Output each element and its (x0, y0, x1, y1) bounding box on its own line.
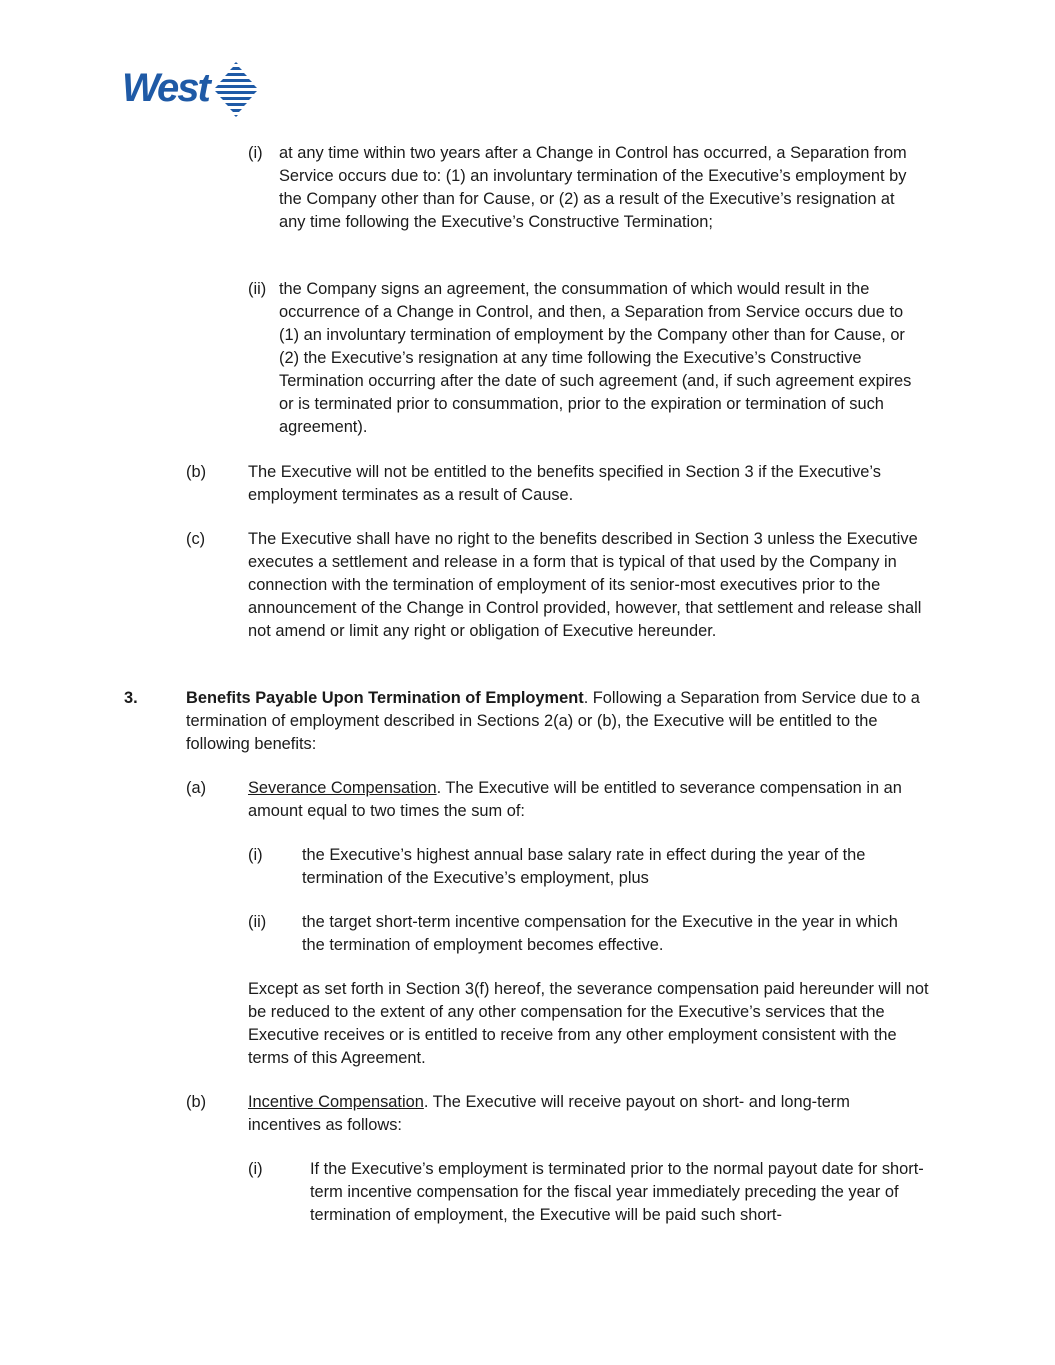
clause-2c-text: The Executive shall have no right to the benefits described in Section 3 unless the Executive executes a settlement and release in a form that is typical of that used by the Company in connection with the termination of employment of its senior-most executives prior to the announcement of the Change in Control provided, however, that settlement and release shall not amend or limit any right or obligation of Executive hereunder. (248, 530, 922, 640)
clause-3a-text: . The Executive will be entitled to severance compensation in an amount equal to two times the sum of: (248, 779, 902, 820)
clause-2a-ii-text: the Company signs an agreement, the consummation of which would result in the occurrence of a Change in Control, and then, a Separation from Service occurs due to (1) an involuntary termination of employment by the Company other than for Cause, or (2) the Executive’s resignation at any time following the Executive’s Constructive Termination occurring after the date of such agreement (and, if such agreement expires or is terminated prior to consummation, prior to the expiration or termination of such agreement). (279, 280, 912, 436)
clause-3a-ii-label: (ii) (248, 913, 267, 931)
clause-2b-text: The Executive will not be entitled to the benefits specified in Section 3 if the Executive’s employment terminates as a result of Cause. (248, 463, 881, 504)
section-3-paragraph (186, 687, 921, 756)
section-3-text: . Following a Separation from Service due to a termination of employment described in Sections 2(a) or (b), the Executive will be entitled to the following benefits: (186, 689, 920, 753)
clause-3b-paragraph (248, 1091, 908, 1137)
clause-3a-i-text: the Executive’s highest annual base salary rate in effect during the year of the termination of the Executive’s employment, plus (302, 846, 866, 887)
clause-3a-i-label: (i) (248, 846, 263, 864)
clause-3a-ii-text: the target short-term incentive compensation for the Executive in the year in which the termination of employment becomes effective. (302, 913, 898, 954)
section-3-heading: Benefits Payable Upon Termination of Employment (186, 689, 584, 707)
clause-3a-except-text: Except as set forth in Section 3(f) hereof, the severance compensation paid hereunder will not be reduced to the extent of any other compensation for the Executive’s services that the Executive receives or is entitled to receive from any other employment consistent with the terms of this Agreement. (248, 980, 929, 1067)
clause-3a-title: Severance Compensation (248, 779, 437, 797)
clause-2c-label: (c) (186, 530, 206, 548)
west-logo (122, 60, 262, 118)
clause-2a-i-text: at any time within two years after a Change in Control has occurred, a Separation from Service occurs due to: (1) an involuntary termination of the Executive’s employment by the Company other than for Cause, or (2) as a result of the Executive’s resignation at any time following the Executive’s Constructive Termination; (279, 144, 907, 231)
clause-3a-paragraph (248, 777, 928, 823)
diamond-logo-icon (214, 60, 258, 118)
logo-wordmark: West (122, 66, 209, 110)
clause-3b-label: (b) (186, 1093, 207, 1111)
clause-2a-i-label: (i) (248, 144, 263, 162)
clause-2b-label: (b) (186, 463, 207, 481)
clause-3b-i-label: (i) (248, 1160, 263, 1178)
clause-3a-label: (a) (186, 779, 207, 797)
clause-2a-ii-label: (ii) (248, 280, 267, 298)
clause-3b-text: . The Executive will receive payout on short- and long-term incentives as follows: (248, 1093, 850, 1134)
clause-3b-title: Incentive Compensation (248, 1093, 424, 1111)
section-3-number: 3. (124, 689, 138, 707)
clause-3b-i-text: If the Executive’s employment is terminated prior to the normal payout date for short-term incentive compensation for the fiscal year immediately preceding the year of termination of employment, the Executive will be paid such short- (310, 1160, 924, 1224)
